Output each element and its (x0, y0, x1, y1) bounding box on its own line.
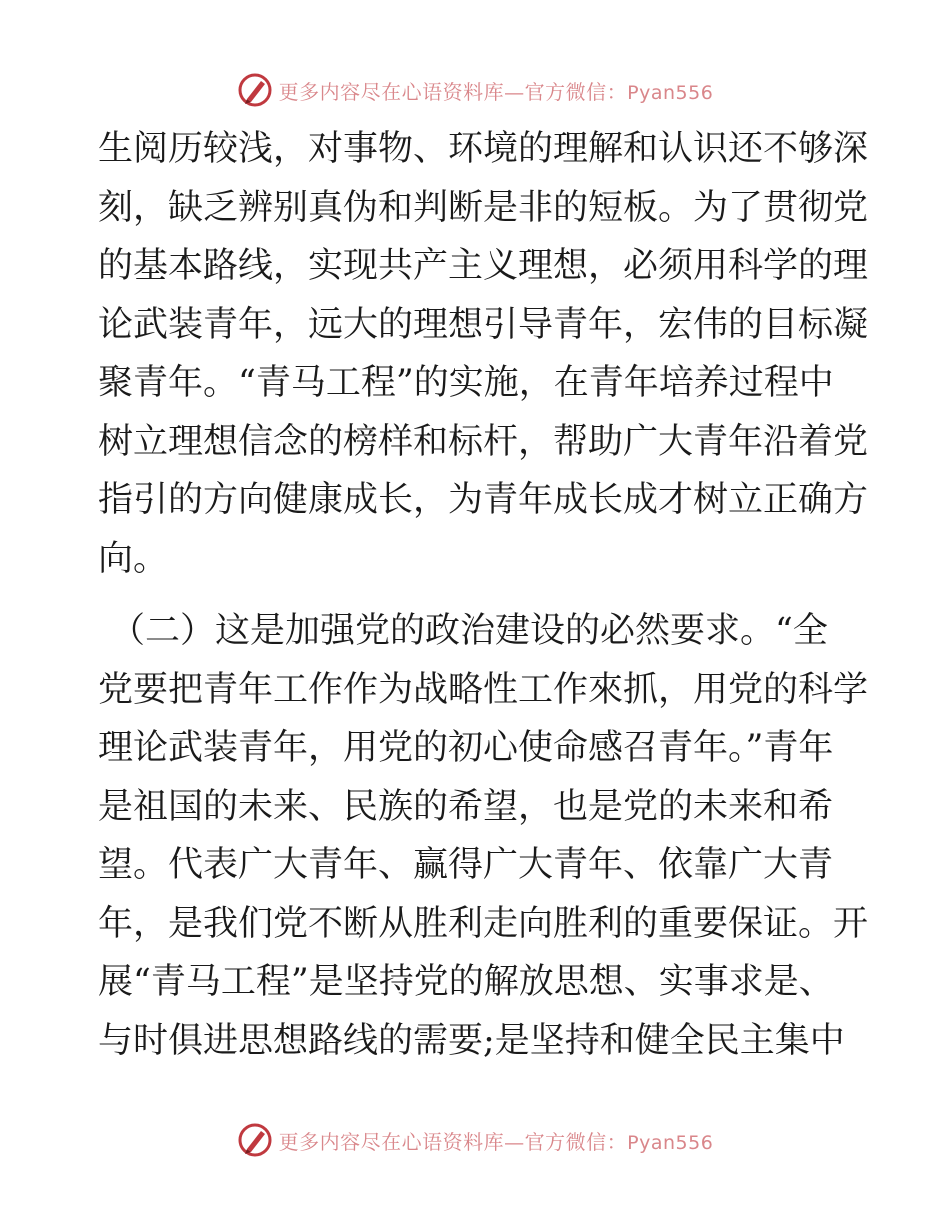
text-line: 年，是我们党不断从胜利走向胜利的重要保证。开 (98, 903, 869, 944)
paragraph-2 (98, 602, 869, 1070)
text-line: 生阅历较浅，对事物、环境的理解和认识还不够深 (98, 129, 869, 169)
text-line: 望。代表广大青年、赢得广大青年、依靠广大青 (98, 845, 834, 885)
text-line: 党要把青年工作作为战略性工作來抓，用党的科学 (98, 669, 869, 710)
text-line: 理论武装青年，用党的初心使命感召青年。”青年 (98, 728, 834, 768)
banner-label: 更多内容尽在心语资料库—官方微信： (278, 1129, 628, 1154)
text-line: 指引的方向健康成长，为青年成长成才树立正确方 (98, 480, 869, 520)
text-line: 论武装青年，远大的理想引导青年，宏伟的目标凝 (98, 304, 869, 345)
banner-text (279, 1126, 714, 1155)
paragraph-gap (98, 588, 850, 602)
text-line: 刻，缺乏辨别真伪和判断是非的短板。为了贯彻党 (98, 187, 869, 228)
text-line: 向。 (98, 538, 169, 579)
wechat-handle: Pyan556 (627, 81, 714, 104)
wechat-handle: Pyan556 (627, 1131, 714, 1154)
header-banner (0, 70, 950, 110)
text-line: 与时俱进思想路线的需要;是坚持和健全民主集中 (98, 1020, 845, 1061)
banner-text (279, 76, 714, 105)
text-line: 展“青马工程”是坚持党的解放思想、实事求是、 (98, 962, 834, 1002)
text-line: （二）这是加强党的政治建设的必然要求。“全 (110, 611, 828, 651)
text-line: 的基本路线，实现共产主义理想，必须用科学的理 (98, 246, 869, 286)
red-pen-circle-icon (237, 1122, 273, 1158)
red-pen-circle-icon (237, 72, 273, 108)
banner-label: 更多内容尽在心语资料库—官方微信： (278, 79, 628, 104)
text-line: 树立理想信念的榜样和标杆，帮助广大青年沿着党 (98, 421, 869, 462)
document-body (98, 120, 869, 1070)
footer-banner (0, 1120, 950, 1160)
paragraph-1 (98, 120, 869, 588)
text-line: 聚青年。“青马工程”的实施，在青年培养过程中 (98, 363, 834, 403)
text-line: 是祖国的未来、民族的希望，也是党的未来和希 (98, 786, 834, 827)
